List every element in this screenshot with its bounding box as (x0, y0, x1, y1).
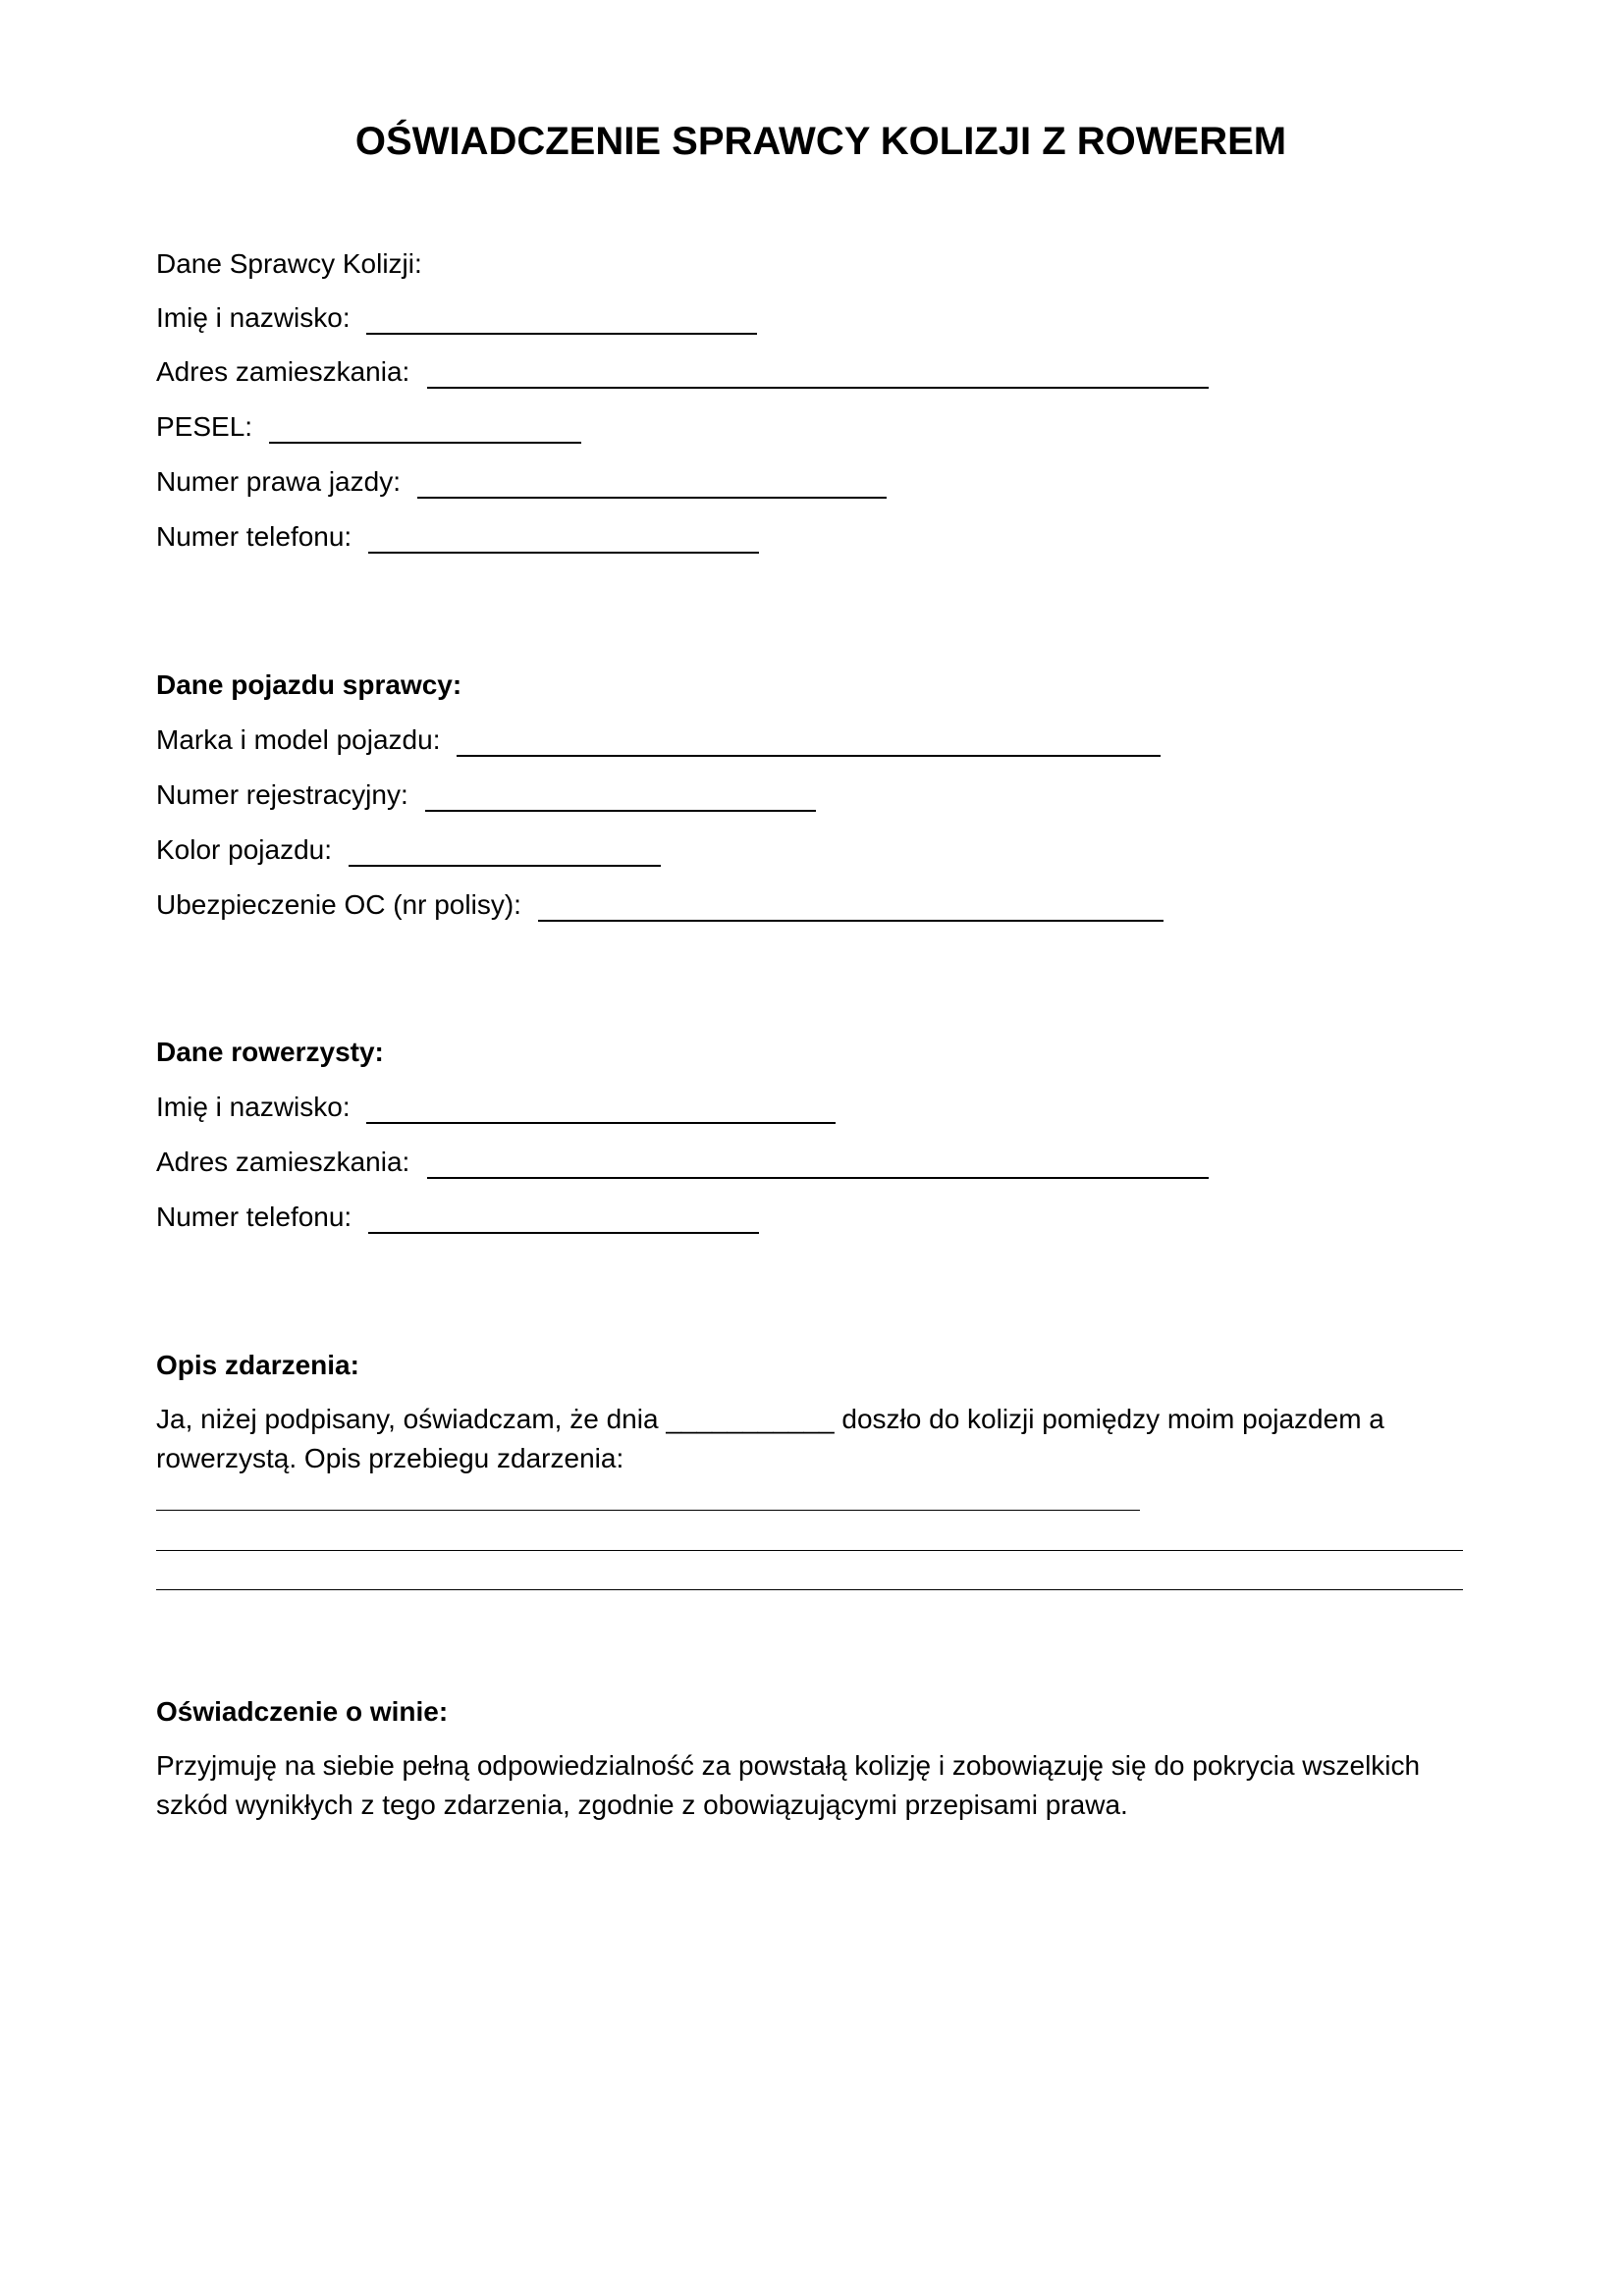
perpetrator-address-input-line[interactable] (427, 387, 1209, 389)
cyclist-address-label: Adres zamieszkania: (156, 1147, 410, 1177)
vehicle-make-input-line[interactable] (457, 755, 1161, 757)
perpetrator-license-label: Numer prawa jazdy: (156, 466, 401, 497)
vehicle-registration-input-line[interactable] (425, 810, 816, 812)
vehicle-insurance-input-line[interactable] (538, 920, 1164, 922)
cyclist-section-heading: Dane rowerzysty: (156, 1037, 384, 1067)
perpetrator-name-label: Imię i nazwisko: (156, 302, 351, 333)
perpetrator-license-input-line[interactable] (417, 497, 887, 499)
perpetrator-pesel-label: PESEL: (156, 411, 253, 442)
vehicle-section-heading: Dane pojazdu sprawcy: (156, 669, 462, 700)
incident-date-blank[interactable]: ___________ (666, 1404, 835, 1434)
vehicle-registration-label: Numer rejestracyjny: (156, 779, 408, 810)
cyclist-name-input-line[interactable] (366, 1122, 836, 1124)
cyclist-phone-input-line[interactable] (368, 1232, 759, 1234)
perpetrator-address-label: Adres zamieszkania: (156, 356, 410, 387)
document-title: OŚWIADCZENIE SPRAWCY KOLIZJI Z ROWEREM (354, 120, 1287, 163)
vehicle-color-label: Kolor pojazdu: (156, 834, 333, 865)
description-line-3[interactable] (156, 1589, 1463, 1590)
incident-text-after-date: doszło do kolizji pomiędzy moim pojazdem a rowerzystą. Opis przebiegu zdarzenia: (156, 1404, 1384, 1473)
perpetrator-name-input-line[interactable] (366, 333, 757, 335)
incident-section-heading: Opis zdarzenia: (156, 1350, 359, 1380)
vehicle-color-input-line[interactable] (349, 865, 661, 867)
cyclist-phone-label: Numer telefonu: (156, 1201, 352, 1232)
vehicle-insurance-label: Ubezpieczenie OC (nr polisy): (156, 889, 521, 920)
cyclist-address-input-line[interactable] (427, 1177, 1209, 1179)
vehicle-make-label: Marka i model pojazdu: (156, 724, 441, 755)
perpetrator-phone-input-line[interactable] (368, 552, 759, 554)
perpetrator-pesel-input-line[interactable] (269, 442, 581, 444)
fault-section-heading: Oświadczenie o winie: (156, 1696, 449, 1727)
fault-statement-text: Przyjmuję na siebie pełną odpowiedzialność za powstałą kolizję i zobowiązuję się do pokrycia wszelkich szkód wynikłych z tego zdarzenia, zgodnie z obowiązującymi przepisami prawa. (156, 1750, 1421, 1820)
description-line-1[interactable] (156, 1510, 1140, 1511)
cyclist-name-label: Imię i nazwisko: (156, 1092, 351, 1122)
incident-description (156, 1400, 1472, 1478)
perpetrator-phone-label: Numer telefonu: (156, 521, 352, 552)
perpetrator-section-heading: Dane Sprawcy Kolizji: (156, 248, 422, 279)
incident-text-before-date: Ja, niżej podpisany, oświadczam, że dnia (156, 1404, 659, 1434)
description-line-2[interactable] (156, 1550, 1463, 1551)
